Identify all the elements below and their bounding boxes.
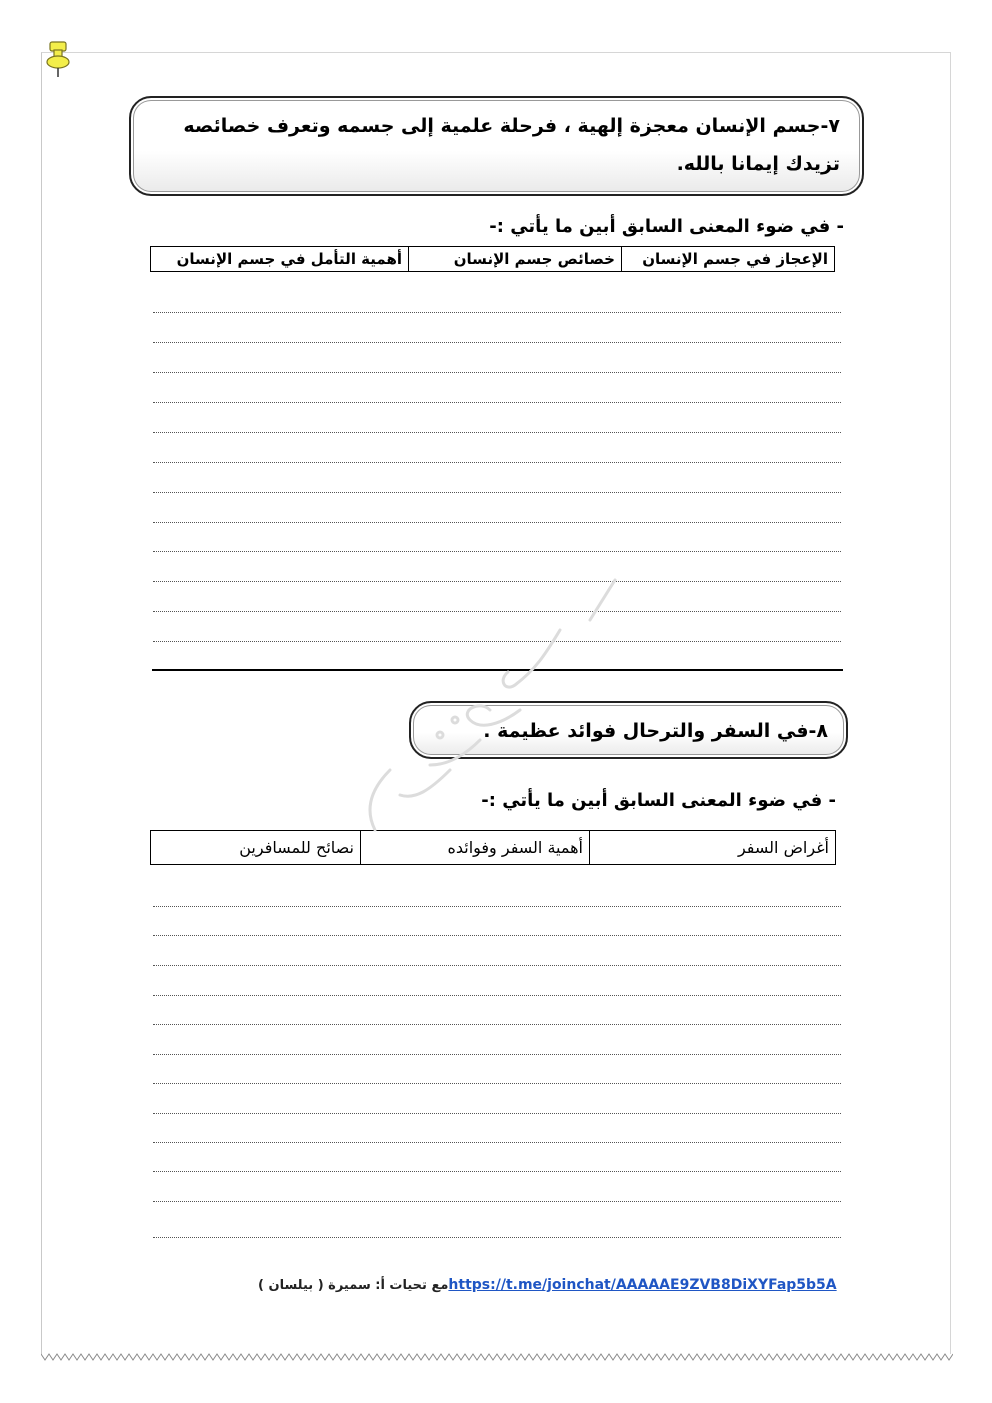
question-8-text: ٨-في السفر والترحال فوائد عظيمة . [483,720,828,742]
answer-line[interactable] [153,551,841,552]
question-7-columns [150,246,835,272]
answer-line[interactable] [153,611,841,612]
answer-line[interactable] [153,641,841,642]
column-header: خصائص جسم الإنسان [409,247,622,272]
answer-line[interactable] [153,1142,841,1143]
footer [258,1272,837,1298]
answer-line[interactable] [153,1113,841,1114]
question-8-instruction: - في ضوء المعنى السابق أبين ما يأتي :- [481,790,836,811]
answer-line[interactable] [153,906,841,907]
answer-line[interactable] [153,372,841,373]
question-7-box [129,96,864,196]
question-7-text: ٧-جسم الإنسان معجزة إلهية ، فرحلة علمية إلى جسمه وتعرف خصائصه تزيدك إيمانا بالله. [183,115,840,175]
question-8-box [409,701,848,759]
answer-line[interactable] [153,1024,841,1025]
answer-line[interactable] [153,1083,841,1084]
column-header: نصائح للمسافرين [151,831,361,865]
answer-line[interactable] [153,492,841,493]
answer-line[interactable] [153,312,841,313]
column-header: أهمية التأمل في جسم الإنسان [151,247,409,272]
answer-line[interactable] [153,1054,841,1055]
answer-line[interactable] [153,402,841,403]
column-header: أهمية السفر وفوائده [361,831,590,865]
answer-line[interactable] [153,965,841,966]
answer-line[interactable] [153,432,841,433]
column-header: الإعجاز في جسم الإنسان [622,247,835,272]
answer-line[interactable] [153,1201,841,1202]
answer-line[interactable] [153,995,841,996]
page-bottom-border [41,1352,953,1362]
answer-line[interactable] [153,1171,841,1172]
answer-line[interactable] [153,342,841,343]
question-8-columns [150,830,836,865]
column-header: أغراض السفر [590,831,836,865]
pushpin-icon [44,40,74,80]
answer-line[interactable] [153,1237,841,1238]
question-7-instruction: - في ضوء المعنى السابق أبين ما يأتي :- [489,216,844,237]
telegram-link[interactable]: https://t.me/joinchat/AAAAAE9ZVB8DiXYFap5b5A [448,1277,837,1293]
answer-line[interactable] [153,462,841,463]
answer-line[interactable] [153,522,841,523]
footer-credit: مع تحيات أ: سميرة ( بيلسان ) [258,1277,449,1293]
section-divider [152,669,843,671]
answer-line[interactable] [153,935,841,936]
answer-line[interactable] [153,581,841,582]
